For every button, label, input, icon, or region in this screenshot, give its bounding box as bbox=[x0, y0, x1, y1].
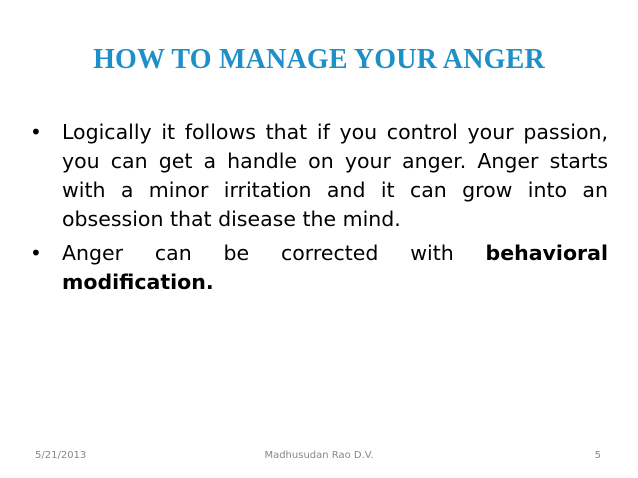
bullet-item-1 bbox=[30, 118, 608, 234]
bullet-point-icon: • bbox=[30, 120, 42, 144]
footer-date: 5/21/2013 bbox=[35, 450, 87, 461]
footer-page-number: 5 bbox=[594, 450, 601, 461]
slide-title: HOW TO MANAGE YOUR ANGER bbox=[93, 44, 545, 75]
slide-body bbox=[30, 118, 608, 302]
bullet-point-icon: • bbox=[30, 241, 42, 265]
bullet-item-2 bbox=[30, 239, 608, 297]
footer-author: Madhusudan Rao D.V. bbox=[264, 450, 374, 461]
bullet-text: Anger can be corrected with bbox=[62, 241, 486, 265]
bullet-bold-text: behavioral modification. bbox=[62, 241, 608, 294]
bullet-text: Logically it follows that if you control your passion, you can get a handle on your anger. Anger starts with a minor irritation and it can grow into an obsession that disease the mind. bbox=[62, 120, 608, 231]
